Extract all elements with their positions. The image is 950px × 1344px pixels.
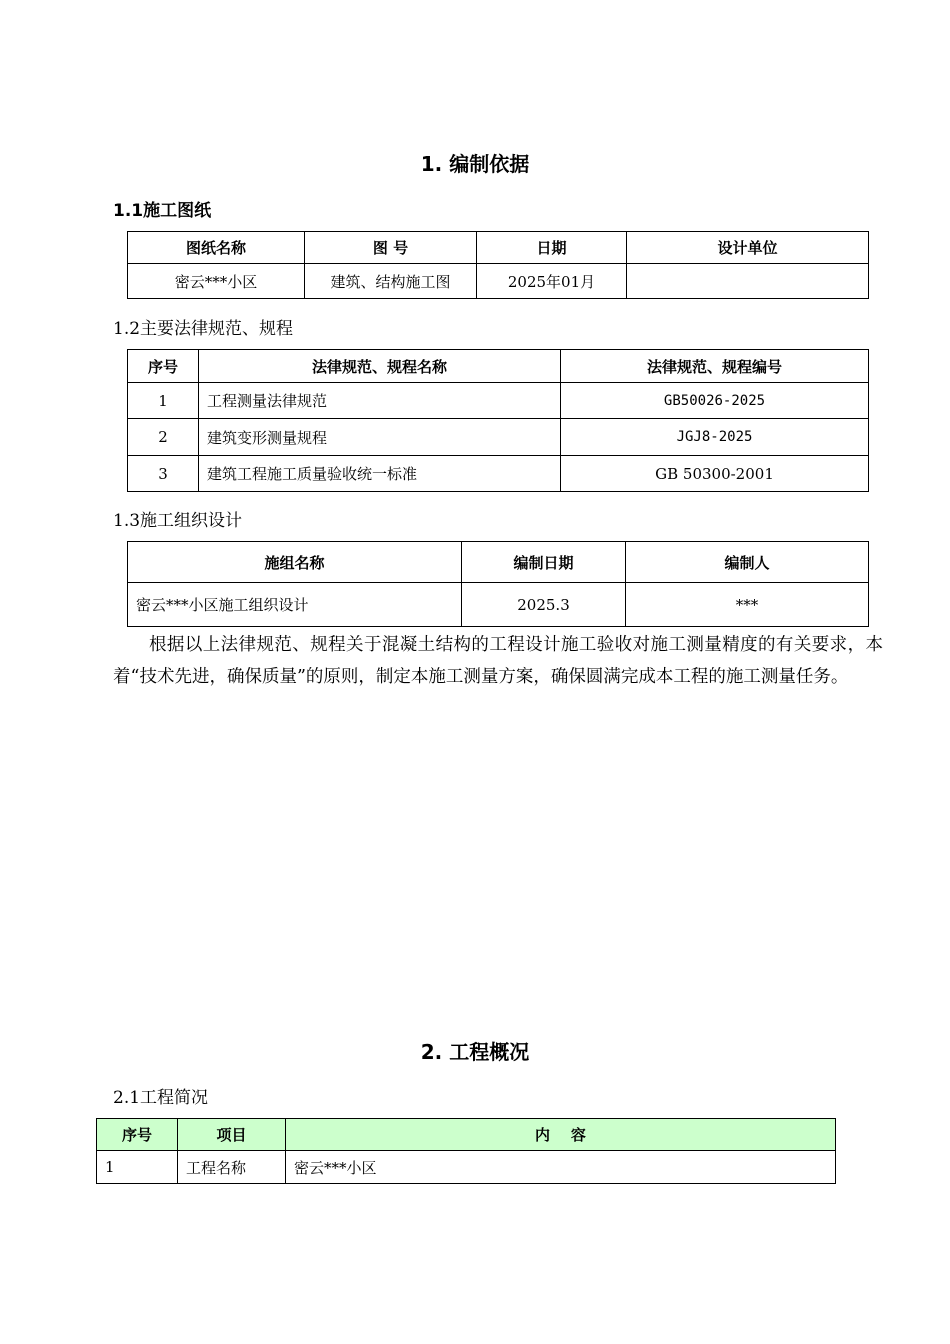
table-cell: *** — [626, 583, 869, 627]
table-header-row — [128, 350, 869, 383]
table-row — [128, 383, 869, 419]
table-cell: 2025年01月 — [477, 264, 627, 299]
heading-1-3: 1.3施工组织设计 — [113, 511, 243, 531]
table-row — [128, 583, 869, 627]
table-cell: 建筑变形测量规程 — [199, 419, 561, 456]
col-header: 项目 — [178, 1119, 286, 1151]
table-cell: 工程测量法律规范 — [199, 383, 561, 419]
table-cell: 建筑、结构施工图 — [305, 264, 477, 299]
col-header: 内 容 — [286, 1119, 836, 1151]
col-header: 日期 — [477, 232, 627, 264]
table-cell: 密云***小区 — [286, 1151, 836, 1184]
table-cell: 1 — [128, 383, 199, 419]
drawings-table — [127, 231, 869, 299]
col-header: 编制人 — [626, 542, 869, 583]
table-header-row — [128, 542, 869, 583]
table-cell: 2025.3 — [462, 583, 626, 627]
heading-2-1: 2.1工程简况 — [113, 1088, 209, 1108]
col-header: 施组名称 — [128, 542, 462, 583]
col-header: 图 号 — [305, 232, 477, 264]
table-cell: 1 — [97, 1151, 178, 1184]
table-cell: GB50026-2025 — [561, 383, 869, 419]
table-cell: 密云***小区 — [128, 264, 305, 299]
construction-plan-table — [127, 541, 869, 627]
table-cell — [627, 264, 869, 299]
col-header: 法律规范、规程名称 — [199, 350, 561, 383]
table-cell: 工程名称 — [178, 1151, 286, 1184]
table-row — [97, 1151, 836, 1184]
col-header: 设计单位 — [627, 232, 869, 264]
table-header-row — [128, 232, 869, 264]
project-overview-table — [96, 1118, 836, 1184]
table-row — [128, 419, 869, 456]
section1-title: 1. 编制依据 — [420, 152, 530, 176]
table-row — [128, 264, 869, 299]
col-header: 法律规范、规程编号 — [561, 350, 869, 383]
table-cell: JGJ8-2025 — [561, 419, 869, 456]
col-header: 序号 — [97, 1119, 178, 1151]
table-cell: 密云***小区施工组织设计 — [128, 583, 462, 627]
regulations-table — [127, 349, 869, 492]
col-header: 图纸名称 — [128, 232, 305, 264]
table-cell: 2 — [128, 419, 199, 456]
col-header: 编制日期 — [462, 542, 626, 583]
table-cell: 建筑工程施工质量验收统一标准 — [199, 456, 561, 492]
table-row — [128, 456, 869, 492]
heading-1-1: 1.1施工图纸 — [113, 201, 212, 221]
heading-1-2: 1.2主要法律规范、规程 — [113, 319, 294, 339]
table-cell: GB 50300-2001 — [561, 456, 869, 492]
section2-title: 2. 工程概况 — [420, 1040, 530, 1064]
table-cell: 3 — [128, 456, 199, 492]
basis-paragraph: 根据以上法律规范、规程关于混凝土结构的工程设计施工验收对施工测量精度的有关要求，本着“技术先进，确保质量”的原则，制定本施工测量方案，确保圆满完成本工程的施工测量任务。 — [113, 635, 883, 687]
col-header: 序号 — [128, 350, 199, 383]
table-header-row — [97, 1119, 836, 1151]
